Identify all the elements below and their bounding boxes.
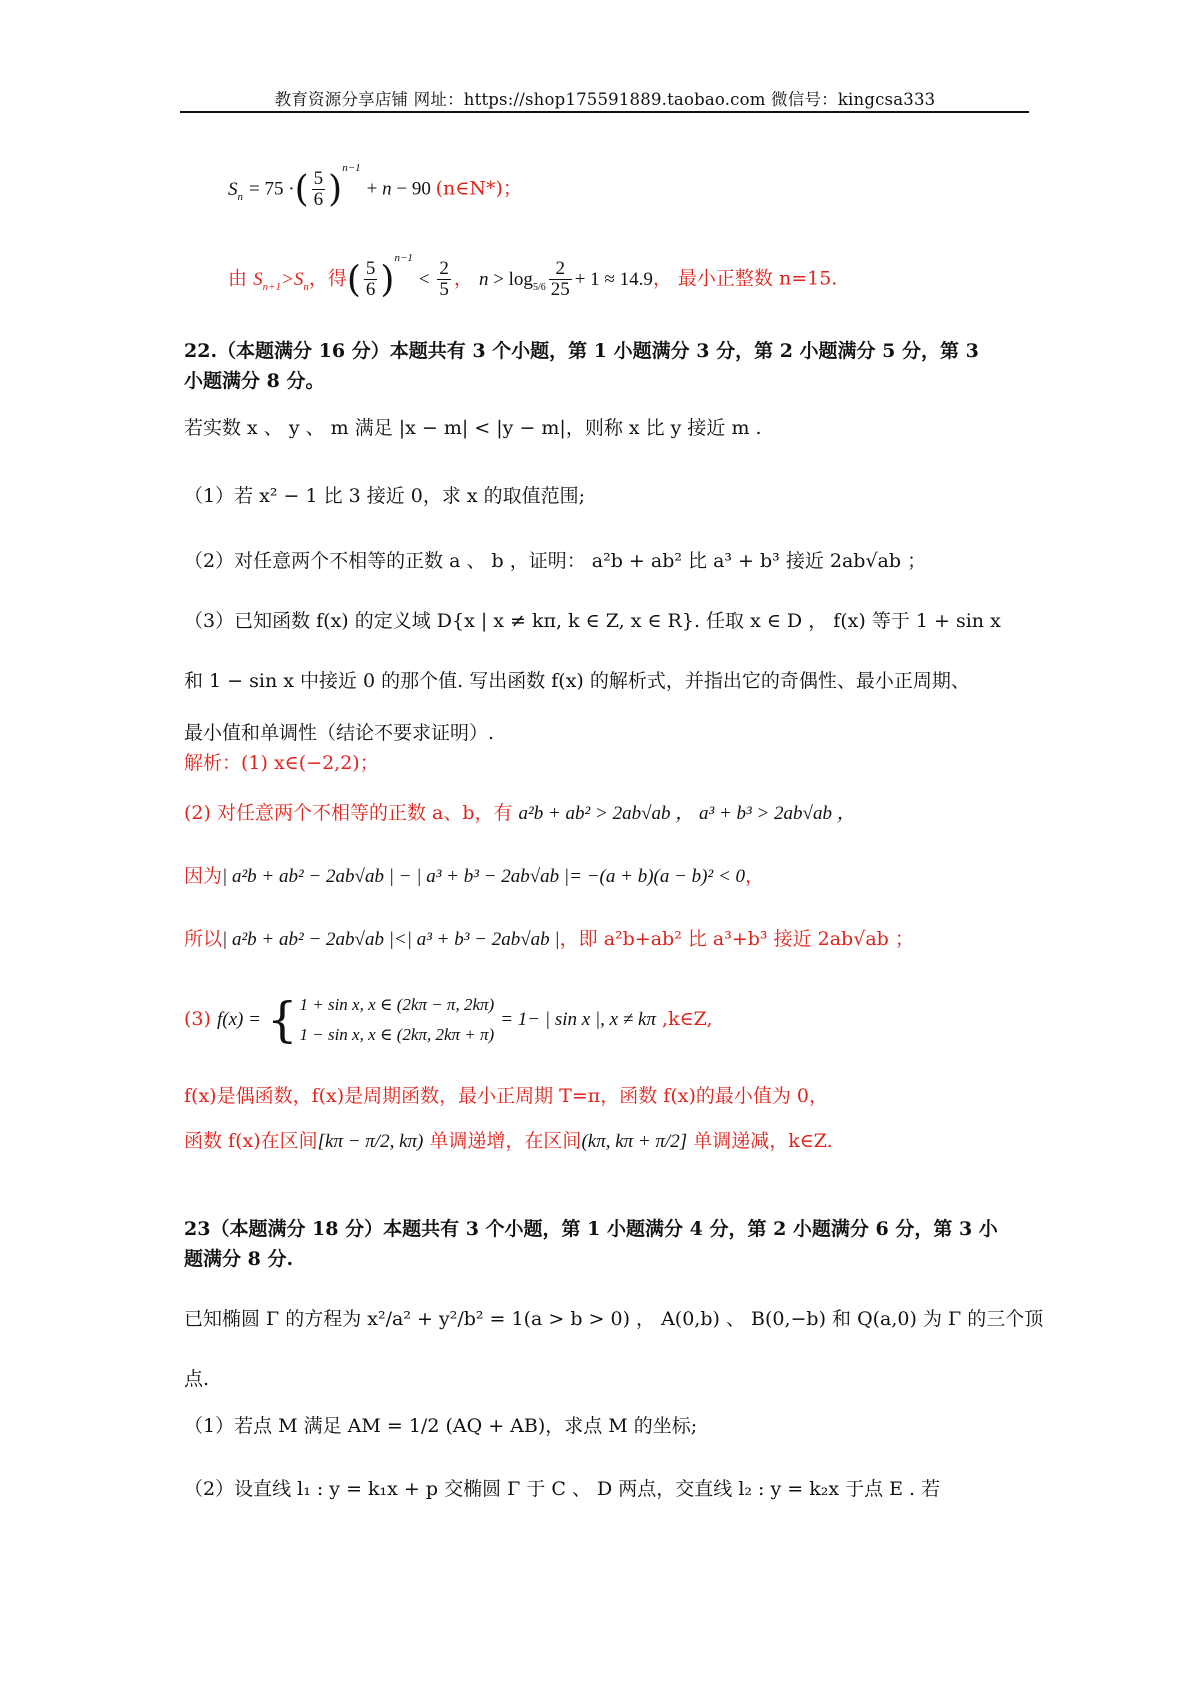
mono-intro: 函数 f(x)在区间: [184, 1130, 318, 1152]
q23-heading-2: 题满分 8 分.: [184, 1248, 294, 1270]
sol2-compare: | a²b + ab² − 2ab√ab |<| a³ + b³ − 2ab√ab |: [222, 929, 560, 950]
sol2-conclusion: ，即 a²b+ab² 比 a³+b³ 接近 2ab√ab ；: [559, 928, 914, 950]
header-rule: [180, 111, 1029, 113]
sol2-intro: (2) 对任意两个不相等的正数 a、b，有: [184, 802, 513, 824]
q22-solution-3-monotonicity: [184, 1130, 833, 1154]
sn-formula-line: $S_n = 75$ ·( $\frac{5}{6}$ )$^{n-1}$ + n − 90 (n∈N*)；: [228, 162, 522, 211]
q23-stem-1: 已知椭圆 Γ 的方程为 x²/a² + y²/b² = 1(a > b > 0) ， A(0,b) 、 B(0,−b) 和 Q(a,0) 为 Γ 的三个顶: [184, 1308, 1044, 1330]
sol3-fx: f(x) =: [216, 1009, 261, 1030]
q22-part1: （1）若 x² − 1 比 3 接近 0，求 x 的取值范围;: [184, 485, 586, 507]
interval-decreasing: (kπ, kπ + π/2]: [581, 1131, 688, 1152]
q23-stem-2: 点.: [184, 1368, 210, 1390]
q22-heading-1: 22.（本题满分 16 分）本题共有 3 个小题，第 1 小题满分 3 分，第 2 小题满分 5 分，第 3: [184, 340, 979, 362]
q22-part3-line1: （3）已知函数 f(x) 的定义域 D{x | x ≠ kπ, k ∈ Z, x ∈ R}. 任取 x ∈ D ， f(x) 等于 1 + sin x: [184, 610, 1001, 632]
q22-solution-3: (3) f(x) = { 1 + sin x, x ∈ (2kπ − π, 2kπ) 1 − sin x, x ∈ (2kπ, 2kπ + π) = 1− | sin x |, x ≠ kπ ,k∈Z,: [184, 992, 713, 1048]
sol2-difference: | a²b + ab² − 2ab√ab | − | a³ + b³ − 2ab√ab |= −(a + b)(a − b)² < 0: [222, 866, 746, 887]
therefore-label: 所以: [184, 928, 223, 950]
q22-stem: 若实数 x 、 y 、 m 满足 |x − m| < |y − m|，则称 x 比 y 接近 m .: [184, 417, 762, 439]
q22-part2: （2）对任意两个不相等的正数 a 、 b ，证明： a²b + ab² 比 a³ + b³ 接近 2ab√ab ；: [184, 550, 927, 572]
case-1: 1 + sin x, x ∈ (2kπ − π, 2kπ): [299, 995, 495, 1014]
sol3-rhs: = 1− | sin x |, x ≠ kπ: [500, 1009, 656, 1030]
sol2-ineq: a²b + ab² > 2ab√ab ， a³ + b³ > 2ab√ab ，: [518, 803, 856, 824]
line2-prefix: 由: [228, 267, 248, 290]
q22-part3-line3: 最小值和单调性（结论不要求证明）.: [184, 722, 495, 744]
sol3-k: ,k∈Z,: [655, 1008, 713, 1030]
sn-domain: (n∈N*)；: [435, 177, 522, 200]
q22-solution-2a: [184, 802, 856, 826]
q22-part3-line2: 和 1 − sin x 中接近 0 的那个值. 写出函数 f(x) 的解析式，并指出它的奇偶性、最小正周期、: [184, 670, 970, 692]
q22-heading-2: 小题满分 8 分。: [184, 370, 325, 392]
q23-heading-1: 23（本题满分 18 分）本题共有 3 个小题，第 1 小题满分 4 分，第 2 小题满分 6 分，第 3 小: [184, 1218, 998, 1240]
piecewise-cases: [300, 990, 495, 1050]
because-label: 因为: [184, 865, 223, 887]
q23-part1: （1）若点 M 满足 AM = 1/2 (AQ + AB)，求点 M 的坐标;: [184, 1415, 698, 1437]
q22-solution-3-properties: f(x)是偶函数，f(x)是周期函数，最小正周期 T=π，函数 f(x)的最小值为 0，: [184, 1085, 829, 1107]
sn-increase-line: 由 $S_{n+1}>S_n$，得( $\frac{5}{6}$ )$^{n-1}$ < $\frac{2}{5}$ ， $n > \log_{5/6}$ $\frac{2}{25}$ + 1 ≈ 14.9， 最小正整数 n=15.: [228, 252, 838, 301]
q22-solution-2b: 因为| a²b + ab² − 2ab√ab | − | a³ + b³ − 2ab√ab |= −(a + b)(a − b)² < 0，: [184, 865, 765, 887]
mono-end: 单调递减，k∈Z.: [693, 1130, 833, 1152]
page-header: 教育资源分享店铺 网址：https://shop175591889.taobao.com 微信号：kingcsa333: [274, 90, 936, 109]
q22-solution-1: 解析：(1) x∈(−2,2)；: [184, 752, 379, 774]
q22-solution-2c: [184, 928, 914, 952]
interval-increasing: [kπ − π/2, kπ): [317, 1131, 424, 1152]
min-n-result: 最小正整数 n=15.: [677, 267, 838, 290]
mono-mid: 单调递增，在区间: [429, 1130, 582, 1152]
case-2: 1 − sin x, x ∈ (2kπ, 2kπ + π): [299, 1025, 495, 1044]
q23-part2: （2）设直线 l₁ : y = k₁x + p 交椭圆 Γ 于 C 、 D 两点，交直线 l₂ : y = k₂x 于点 E . 若: [184, 1478, 941, 1500]
sol3-label: (3): [184, 1008, 211, 1030]
